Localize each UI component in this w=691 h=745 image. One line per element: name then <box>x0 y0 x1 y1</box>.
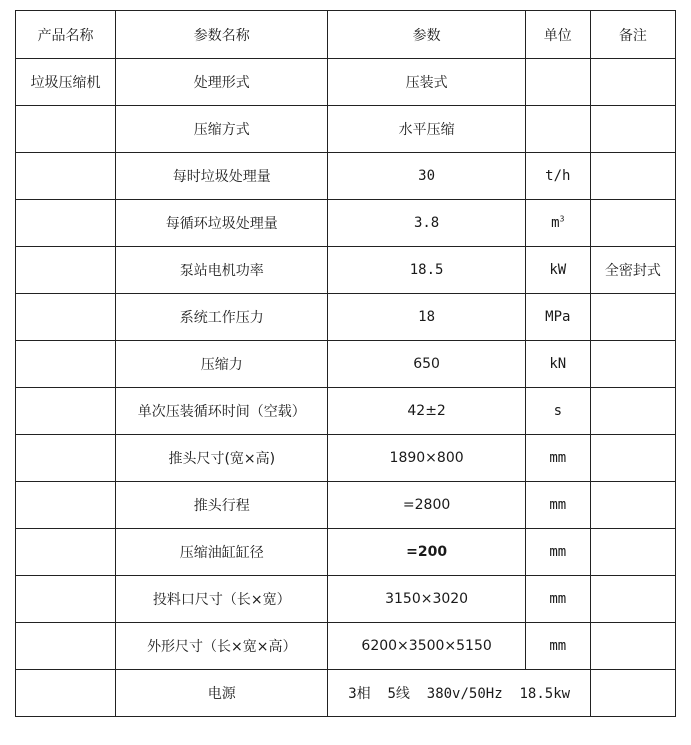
unit-cell: t/h <box>525 153 590 200</box>
unit-cell: kN <box>525 341 590 388</box>
param-name-cell: 压缩油缸缸径 <box>116 529 328 576</box>
param-value-cell: 1890×800 <box>328 435 525 482</box>
param-name-cell: 推头行程 <box>116 482 328 529</box>
param-value-cell: =200 <box>328 529 525 576</box>
unit-cell: mm <box>525 623 590 670</box>
note-cell <box>590 623 675 670</box>
product-cell <box>16 482 116 529</box>
param-name-cell: 系统工作压力 <box>116 294 328 341</box>
param-name-cell: 推头尺寸(宽×高) <box>116 435 328 482</box>
header-param-name: 参数名称 <box>116 11 328 59</box>
table-row <box>16 294 676 341</box>
param-name-cell: 单次压装循环时间（空载） <box>116 388 328 435</box>
product-cell <box>16 200 116 247</box>
param-name-cell: 压缩方式 <box>116 106 328 153</box>
param-value-cell: 650 <box>328 341 525 388</box>
param-value-cell: 30 <box>328 153 525 200</box>
param-name-cell: 每循环垃圾处理量 <box>116 200 328 247</box>
table-row <box>16 670 676 717</box>
table-row <box>16 435 676 482</box>
product-cell <box>16 435 116 482</box>
unit-cell: mm <box>525 482 590 529</box>
unit-cell: s <box>525 388 590 435</box>
param-name-cell: 外形尺寸（长×宽×高） <box>116 623 328 670</box>
note-cell <box>590 341 675 388</box>
param-value-cell: 水平压缩 <box>328 106 525 153</box>
param-name-cell: 压缩力 <box>116 341 328 388</box>
param-name-cell: 投料口尺寸（长×宽） <box>116 576 328 623</box>
header-note: 备注 <box>590 11 675 59</box>
product-cell <box>16 341 116 388</box>
note-cell: 全密封式 <box>590 247 675 294</box>
note-cell <box>590 59 675 106</box>
param-name-cell: 每时垃圾处理量 <box>116 153 328 200</box>
param-value-cell: 18.5 <box>328 247 525 294</box>
param-value-cell: 3.8 <box>328 200 525 247</box>
product-cell <box>16 106 116 153</box>
product-cell: 垃圾压缩机 <box>16 59 116 106</box>
note-cell <box>590 435 675 482</box>
product-cell <box>16 247 116 294</box>
unit-cell: mm <box>525 529 590 576</box>
product-cell <box>16 388 116 435</box>
note-cell <box>590 670 675 717</box>
unit-superscript: 3 <box>559 214 565 224</box>
unit-cell: mm <box>525 576 590 623</box>
param-name-cell: 电源 <box>116 670 328 717</box>
unit-cell: MPa <box>525 294 590 341</box>
table-row <box>16 576 676 623</box>
product-cell <box>16 294 116 341</box>
note-cell <box>590 106 675 153</box>
product-cell <box>16 623 116 670</box>
param-value-cell: 42±2 <box>328 388 525 435</box>
note-cell <box>590 153 675 200</box>
table-row <box>16 106 676 153</box>
param-value-cell: 压装式 <box>328 59 525 106</box>
note-cell <box>590 529 675 576</box>
table-row <box>16 200 676 247</box>
product-cell <box>16 670 116 717</box>
unit-cell: mm <box>525 435 590 482</box>
header-row <box>16 11 676 59</box>
power-spec-cell: 3相 5线 380v/50Hz 18.5kw <box>328 670 590 717</box>
product-cell <box>16 529 116 576</box>
table-row <box>16 153 676 200</box>
unit-cell <box>525 59 590 106</box>
param-name-cell: 泵站电机功率 <box>116 247 328 294</box>
table-row <box>16 529 676 576</box>
table-row <box>16 341 676 388</box>
table-row <box>16 623 676 670</box>
product-cell <box>16 576 116 623</box>
note-cell <box>590 294 675 341</box>
param-value-cell: 6200×3500×5150 <box>328 623 525 670</box>
header-unit: 单位 <box>525 11 590 59</box>
table-row <box>16 247 676 294</box>
note-cell <box>590 482 675 529</box>
note-cell <box>590 388 675 435</box>
unit-cell <box>525 106 590 153</box>
note-cell <box>590 200 675 247</box>
note-cell <box>590 576 675 623</box>
param-value-cell: 18 <box>328 294 525 341</box>
unit-base: m <box>551 215 560 231</box>
product-cell <box>16 153 116 200</box>
param-value-cell: 3150×3020 <box>328 576 525 623</box>
table-row <box>16 59 676 106</box>
header-param-value: 参数 <box>328 11 525 59</box>
table-row <box>16 482 676 529</box>
spec-table <box>15 10 676 717</box>
param-value-cell: =2800 <box>328 482 525 529</box>
param-name-cell: 处理形式 <box>116 59 328 106</box>
unit-cell <box>525 200 590 247</box>
header-product: 产品名称 <box>16 11 116 59</box>
table-row <box>16 388 676 435</box>
unit-cell: kW <box>525 247 590 294</box>
